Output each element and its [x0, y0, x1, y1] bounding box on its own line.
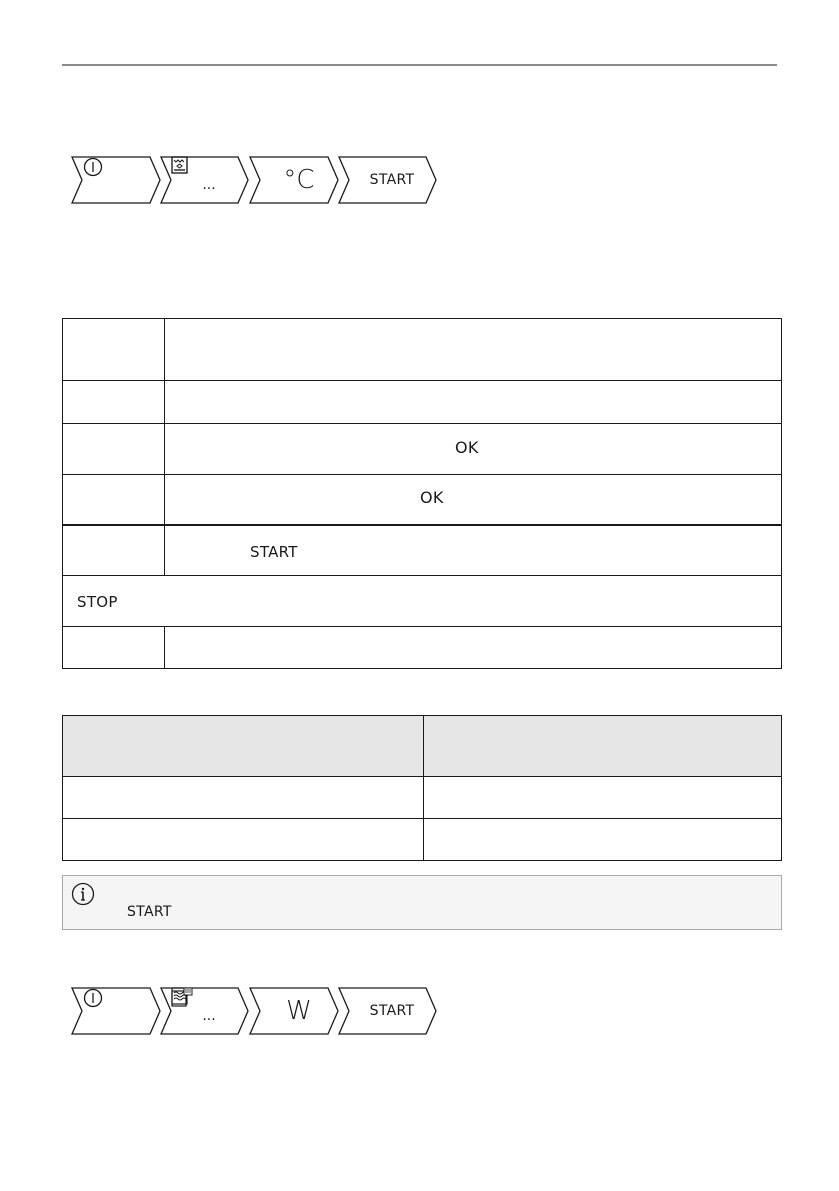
step-description-cell — [165, 381, 782, 424]
header-rule — [62, 64, 777, 66]
step-number-cell — [63, 424, 165, 475]
microwave-combi-icon — [171, 987, 193, 1007]
table-row — [63, 627, 782, 669]
table-row — [63, 576, 782, 627]
oven-fan-grill-icon — [171, 156, 188, 174]
info-note — [62, 875, 782, 930]
step-number-cell — [63, 525, 165, 576]
table-row — [63, 475, 782, 525]
step-description-cell — [165, 424, 782, 475]
start-label: START — [369, 1003, 415, 1019]
step-number-cell — [63, 381, 165, 424]
power-icon — [82, 156, 104, 178]
procedure-chevrons-top — [70, 156, 440, 206]
stop-key: STOP — [77, 593, 118, 611]
step-description-cell — [165, 525, 782, 576]
power-step — [82, 156, 160, 204]
power-unit: W — [286, 996, 312, 1026]
temperature-step — [260, 156, 338, 204]
power-level-step — [260, 987, 338, 1035]
start-key: START — [250, 542, 298, 561]
table-cell — [63, 819, 424, 861]
power-icon — [82, 987, 104, 1009]
step-number-cell — [63, 627, 165, 669]
table-header-row — [63, 716, 782, 777]
step-description-cell — [165, 319, 782, 381]
header-cell — [424, 716, 782, 777]
table-cell — [424, 777, 782, 819]
start-step — [349, 156, 435, 204]
more-ellipsis: ... — [202, 177, 216, 193]
step-description-cell — [165, 475, 782, 525]
stop-row-cell — [63, 576, 782, 627]
more-ellipsis: ... — [202, 1008, 216, 1024]
power-step — [82, 987, 160, 1035]
table-row — [63, 381, 782, 424]
step-number-cell — [63, 475, 165, 525]
procedure-chevrons-bottom — [70, 987, 440, 1037]
start-step — [349, 987, 435, 1035]
table-cell — [424, 819, 782, 861]
ok-key: OK — [455, 438, 479, 457]
table-row — [63, 424, 782, 475]
function-step — [171, 156, 247, 204]
power-table — [62, 715, 782, 861]
function-step — [171, 987, 247, 1035]
table-row — [63, 777, 782, 819]
step-description-cell — [165, 627, 782, 669]
header-cell — [63, 716, 424, 777]
start-key: START — [127, 904, 172, 920]
temperature-unit: °C — [283, 165, 315, 195]
start-label: START — [369, 172, 415, 188]
ok-key: OK — [420, 488, 444, 507]
steps-table — [62, 318, 782, 669]
table-cell — [63, 777, 424, 819]
table-row — [63, 319, 782, 381]
table-row — [63, 525, 782, 576]
step-number-cell — [63, 319, 165, 381]
table-row — [63, 819, 782, 861]
info-icon — [71, 882, 95, 906]
